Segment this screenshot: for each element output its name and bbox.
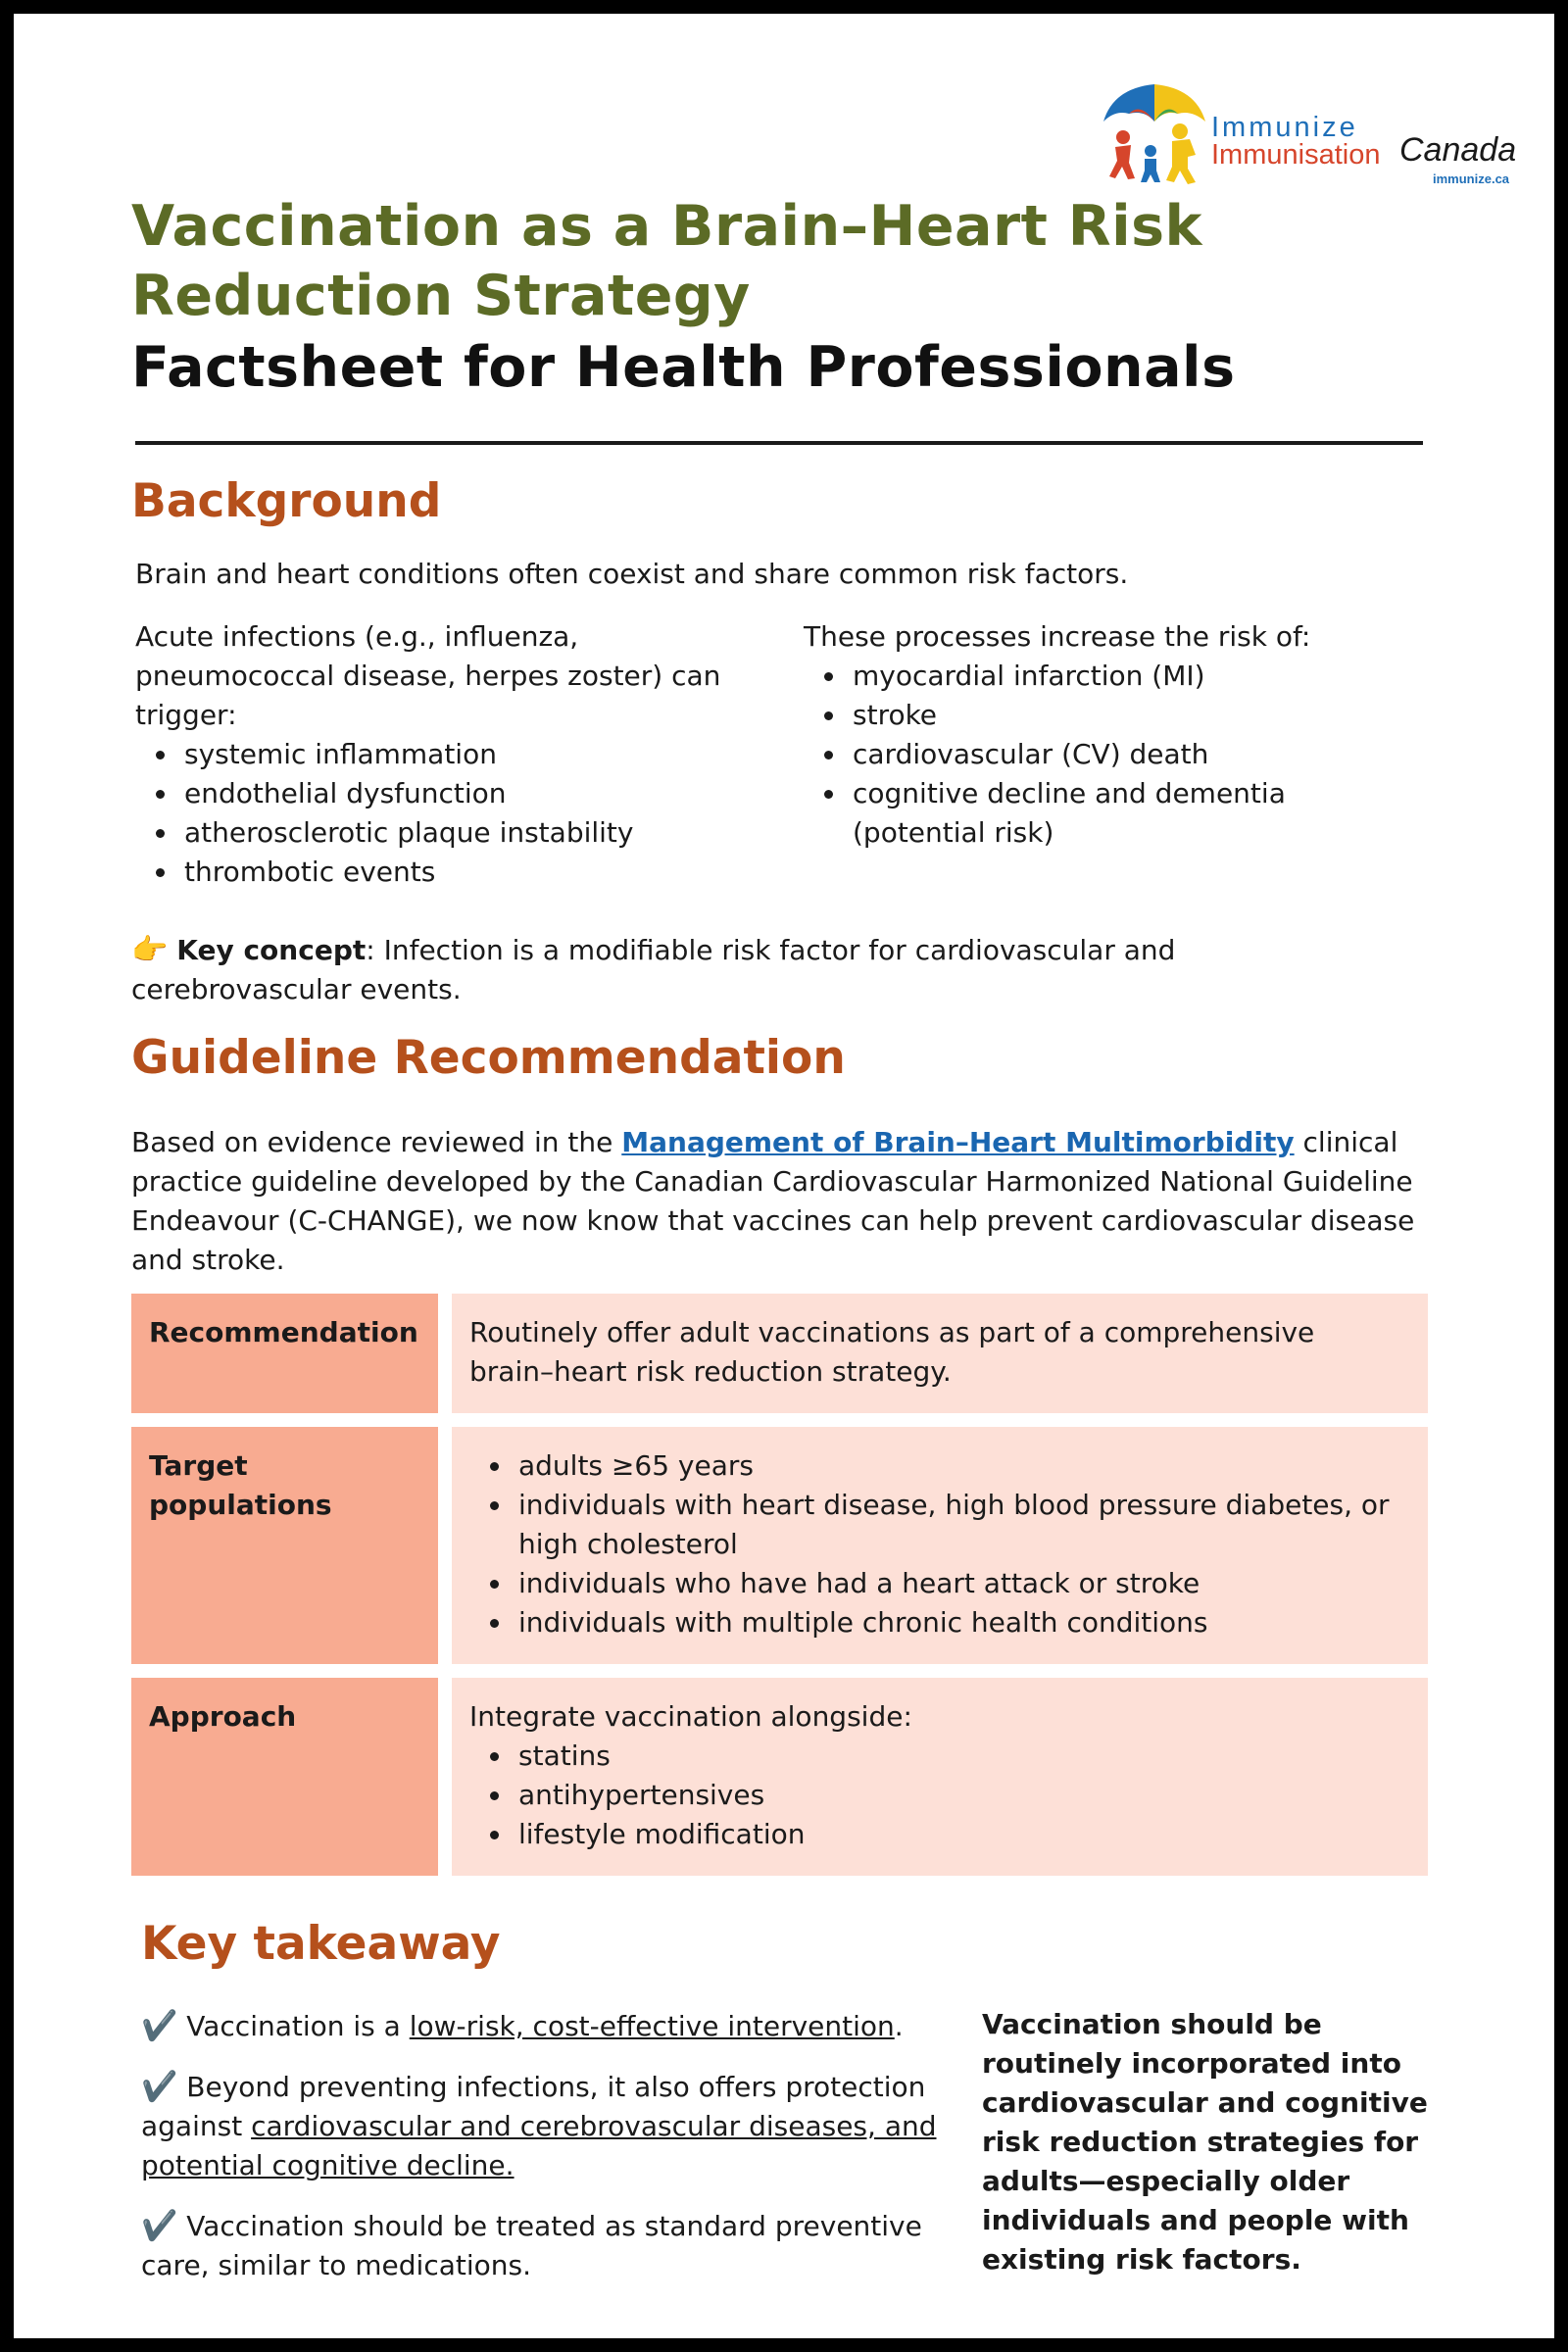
- logo-text-canada: Canada: [1399, 131, 1517, 169]
- list-item: individuals with multiple chronic health conditions: [469, 1603, 1391, 1642]
- takeaway-point-3: [141, 2207, 984, 2285]
- factsheet-page: [14, 14, 1554, 2338]
- key-concept-label: Key concept: [176, 934, 367, 966]
- takeaway-text: Beyond preventing infections, it also offers protection against: [141, 2071, 926, 2142]
- takeaway-point-2: [141, 2068, 984, 2185]
- check-mark-icon: ✔️: [141, 2209, 178, 2243]
- infection-effects-list: [135, 735, 782, 892]
- logo-text-url: immunize.ca: [1433, 172, 1510, 186]
- list-item: individuals with heart disease, high blood pressure diabetes, or high cholesterol: [469, 1486, 1391, 1564]
- cell-label: Target populations: [149, 1449, 332, 1521]
- guideline-text-after: clinical practice guideline developed by the Canadian Cardiovascular Harmonized National Guideline Endeavour (C-CHANGE), we now know that vaccines can help prevent cardiovascular disease and stroke.: [131, 1126, 1415, 1276]
- background-left-column: [135, 617, 782, 892]
- guideline-heading: Guideline Recommendation: [131, 1031, 846, 1085]
- key-concept-text: : Infection is a modifiable risk factor for cardiovascular and cerebrovascular events.: [131, 934, 1176, 1005]
- takeaway-callout: Vaccination should be routinely incorporated into cardiovascular and cognitive risk reduction strategies for adults—especially older individuals and people with existing risk factors.: [982, 2008, 1428, 2276]
- pointing-hand-icon: 👉: [131, 933, 169, 967]
- title-line-3: Factsheet for Health Professionals: [131, 335, 1236, 400]
- list-item: adults ≥65 years: [469, 1446, 1391, 1486]
- list-item: myocardial infarction (MI): [804, 657, 1352, 696]
- list-item: statins: [469, 1737, 1391, 1776]
- row-content-recommendation: [452, 1294, 1428, 1413]
- row-content-target-populations: [452, 1427, 1428, 1664]
- risk-list: [804, 657, 1352, 853]
- list-item: cognitive decline and dementia (potential risk): [804, 774, 1352, 853]
- target-populations-list: [469, 1446, 1391, 1642]
- cell-text: Routinely offer adult vaccinations as part of a comprehensive brain–heart risk reduction strategy.: [469, 1316, 1315, 1388]
- list-item: stroke: [804, 696, 1352, 735]
- cell-label: Recommendation: [149, 1316, 418, 1348]
- title-line-1: Vaccination as a Brain–Heart Risk: [131, 194, 1202, 259]
- list-item: antihypertensives: [469, 1776, 1391, 1815]
- list-item: individuals who have had a heart attack or stroke: [469, 1564, 1391, 1603]
- list-item: lifestyle modification: [469, 1815, 1391, 1854]
- guideline-text-before: Based on evidence reviewed in the: [131, 1126, 622, 1158]
- background-right-column: [804, 617, 1352, 853]
- list-item: cardiovascular (CV) death: [804, 735, 1352, 774]
- guideline-paragraph: [131, 1123, 1435, 1280]
- cell-label: Approach: [149, 1700, 297, 1733]
- umbrella-family-icon: [1094, 80, 1221, 188]
- list-item: thrombotic events: [135, 853, 782, 892]
- title-line-2: Reduction Strategy: [131, 264, 751, 328]
- row-label-approach: [131, 1678, 438, 1876]
- logo-text-immunisation: Immunisation: [1211, 139, 1381, 171]
- title-divider: [135, 441, 1423, 445]
- infections-lead: Acute infections (e.g., influenza, pneumococcal disease, herpes zoster) can trigger:: [135, 620, 721, 731]
- takeaway-underlined: low-risk, cost-effective intervention: [409, 2010, 895, 2042]
- check-mark-icon: ✔️: [141, 2070, 178, 2104]
- takeaway-heading: Key takeaway: [141, 1917, 501, 1971]
- guideline-link[interactable]: Management of Brain–Heart Multimorbidity: [621, 1126, 1295, 1158]
- row-label-target-populations: [131, 1427, 438, 1664]
- logo-text-immunize: Immunize: [1211, 112, 1358, 143]
- takeaway-text: .: [894, 2010, 904, 2042]
- takeaway-underlined: cardiovascular and cerebrovascular diseases, and potential cognitive decline.: [141, 2110, 937, 2181]
- list-item: endothelial dysfunction: [135, 774, 782, 813]
- cell-content: [469, 1697, 1391, 1854]
- list-item: atherosclerotic plaque instability: [135, 813, 782, 853]
- row-content-approach: [452, 1678, 1428, 1876]
- takeaway-point-1: [141, 2007, 984, 2046]
- risk-lead: These processes increase the risk of:: [804, 620, 1311, 653]
- takeaway-text: Vaccination should be treated as standard preventive care, similar to medications.: [141, 2210, 922, 2281]
- approach-list: [469, 1737, 1391, 1854]
- list-item: systemic inflammation: [135, 735, 782, 774]
- row-label-recommendation: [131, 1294, 438, 1413]
- approach-lead: Integrate vaccination alongside:: [469, 1700, 912, 1733]
- immunize-canada-logo: [1094, 80, 1517, 198]
- page-title: [131, 192, 1435, 404]
- key-concept: [131, 931, 1356, 1009]
- background-intro: Brain and heart conditions often coexist and share common risk factors.: [135, 558, 1129, 590]
- takeaway-text: Vaccination is a: [177, 2010, 410, 2042]
- cell-content: [469, 1446, 1391, 1642]
- background-heading: Background: [131, 474, 442, 528]
- check-mark-icon: ✔️: [141, 2009, 178, 2043]
